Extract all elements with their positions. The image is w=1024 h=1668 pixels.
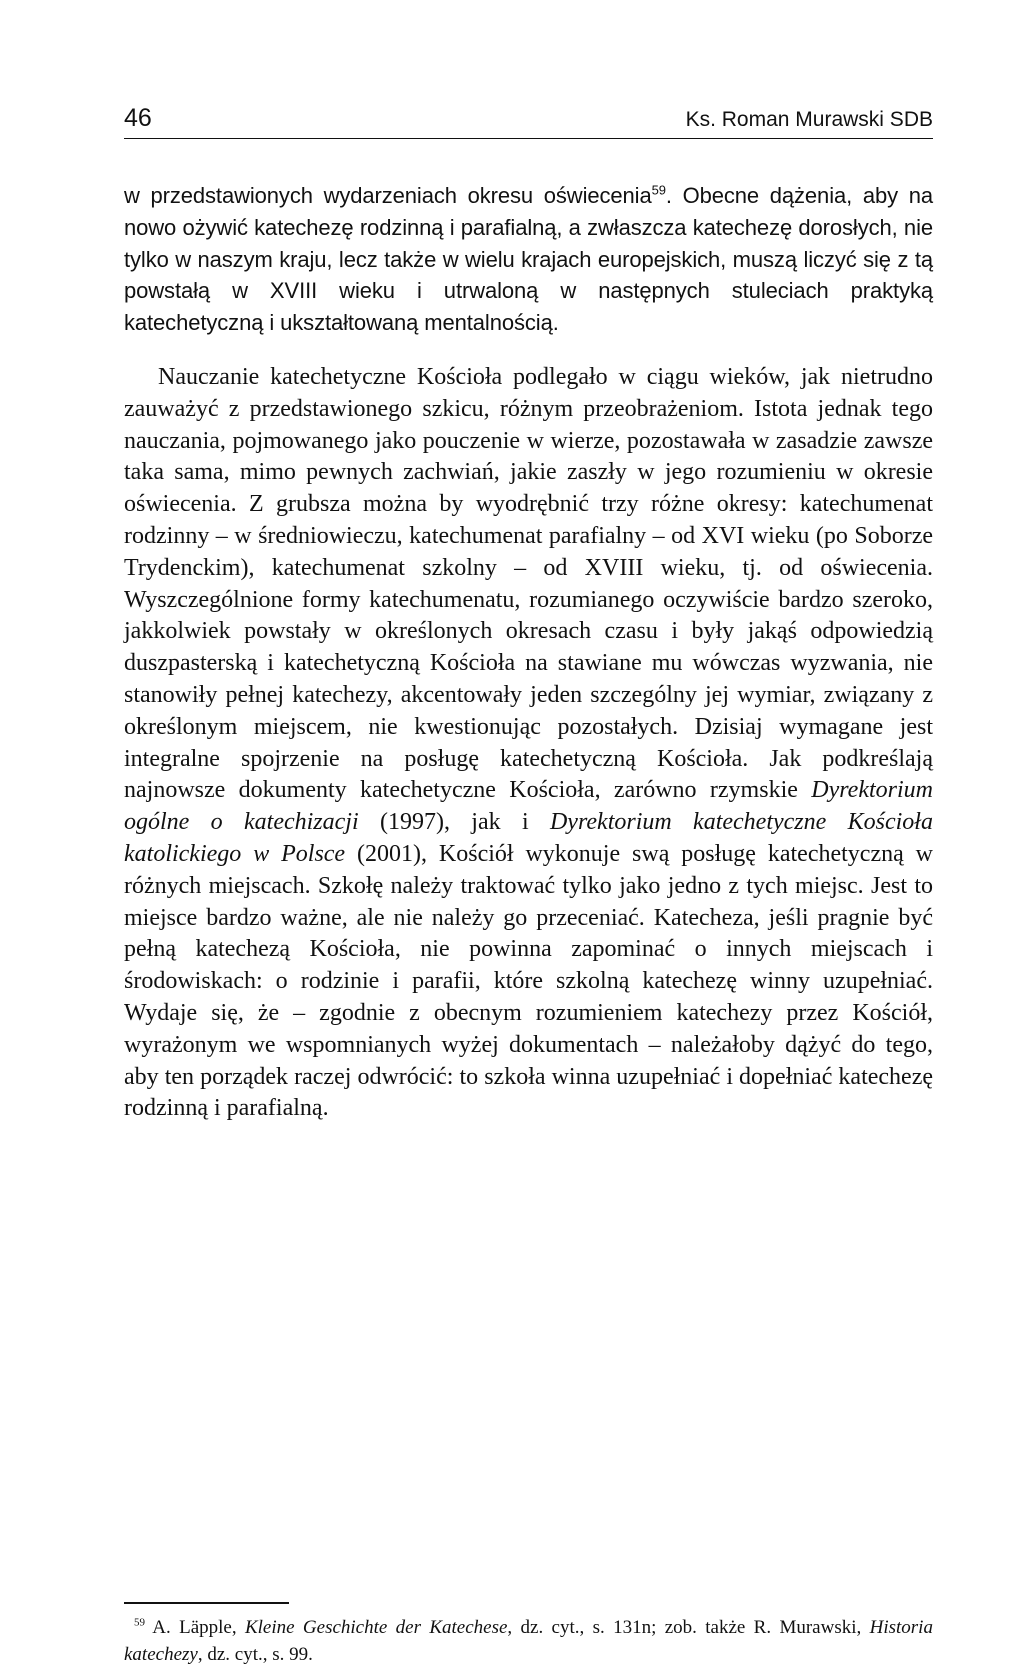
page-header xyxy=(124,102,933,139)
footnote-reference: 59 xyxy=(651,182,666,198)
page-number: 46 xyxy=(124,104,152,132)
running-head: Ks. Roman Murawski SDB xyxy=(685,108,933,131)
paragraph-text: . Obecne dążenia, aby na nowo ożywić katechezę rodzinną i parafialną, a zwłaszcza katechezę dorosłych, nie tylko w naszym kraju, lecz także w wielu krajach europejskich, muszą liczyć się z tą powstałą w XVIII wieku i utrwaloną w następnych stuleciach praktyką katechetyczną i ukształtowaną mentalnością. xyxy=(124,183,933,336)
footnote-text: , dz. cyt., s. 99. xyxy=(197,1644,313,1665)
footnote-text: A. Läpple, xyxy=(145,1617,245,1638)
footnote xyxy=(124,1614,933,1668)
paragraph-text: Nauczanie katechetyczne Kościoła podlegało w ciągu wieków, jak nietrudno zauważyć z przedstawionego szkicu, różnym przeobrażeniom. Istota jednak tego nauczania, pojmowanego jako pouczenie w wierze, pozostawała w zasadzie zawsze taka sama, mimo pewnych zachwiań, jakie zaszły w jego rozumieniu w okresie oświecenia. Z grubsza można by wyodrębnić trzy różne okresy: katechumenat rodzinny – w średniowieczu, katechumenat parafialny – od XVI wieku (po Soborze Trydenckim), katechumenat szkolny – od XVIII wieku, tj. od oświecenia. Wyszczególnione formy katechumenatu, rozumianego oczywiście bardzo szeroko, jakkolwiek powstały w określonych okresach czasu i były jakąś odpowiedzią duszpasterską i katechetyczną Kościoła na stawiane mu wówczas wyzwania, nie stanowiły pełnej katechezy, akcentowały jeden szczególny jej wymiar, związany z określonym miejscem, nie kwestionując pozostałych. Dzisiaj wymagane jest integralne spojrzenie na posługę katechetyczną Kościoła. Jak podkreślają najnowsze dokumenty katechetyczne Kościoła, zarówno rzymskie xyxy=(124,363,933,804)
cited-title: Kleine Geschichte der Katechese xyxy=(244,1617,508,1638)
paragraph-text: w przedstawionych wydarzeniach okresu oświecenia xyxy=(124,183,652,208)
paragraph-text: (1997), jak i xyxy=(358,809,550,836)
paragraph-continuation xyxy=(124,180,933,339)
document-title: Dyrektorium katechetyczne Kościoła katolickiego w Polsce xyxy=(124,809,933,867)
paragraph-catechetical-teaching xyxy=(124,362,933,1125)
paragraph-text: (2001), Kościół wykonuje swą posługę katechetyczną w różnych miejscach. Szkołę należy traktować tylko jako jedno z tych miejsc. Jest to miejsce bardzo ważne, ale nie należy go przeceniać. Katecheza, jeśli pragnie być pełną katechezą Kościoła, nie powinna zapominać o innych miejscach i środowiskach: o rodzinie i parafii, które szkolną katechezę winny uzupełniać. Wydaje się, że – zgodnie z obecnym rozumieniem katechezy przez Kościół, wyrażonym we wspomnianych wyżej dokumentach – należałoby dążyć do tego, aby ten porządek raczej odwrócić: to szkoła winna uzupełniać i dopełniać katechezę rodzinną i parafialną. xyxy=(124,840,934,1122)
document-title: Dyrektorium ogólne o katechizacji xyxy=(124,777,933,836)
cited-title: Historia katechezy xyxy=(124,1617,933,1665)
footnote-divider xyxy=(124,1602,289,1604)
main-text xyxy=(124,180,933,1125)
footnote-text: , dz. cyt., s. 131n; zob. także R. Murawski, xyxy=(507,1617,870,1638)
footnote-marker: 59 xyxy=(134,1616,145,1629)
